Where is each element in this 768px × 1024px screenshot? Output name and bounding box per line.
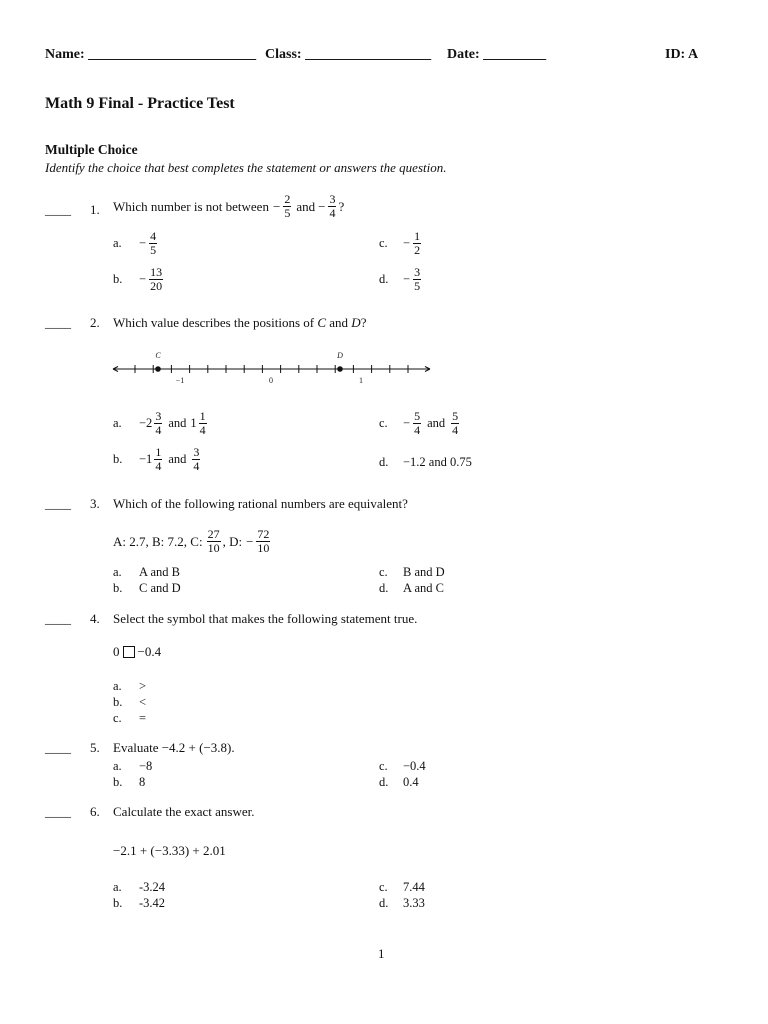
choice-b[interactable] [113, 896, 165, 911]
question-text: Calculate the exact answer. [113, 804, 255, 819]
question-text-main: Which number is not between [113, 198, 269, 214]
date-field [447, 47, 546, 63]
question-text-post: ? [360, 315, 367, 330]
section-instructions: Identify the choice that best completes the statement or answers the question. [45, 160, 447, 175]
page-title: Math 9 Final - Practice Test [45, 95, 235, 112]
question-number: 2. [90, 315, 100, 330]
tick-label: 1 [359, 376, 363, 385]
expression-right: −0.4 [137, 644, 162, 659]
choice-text: −1.2 and 0.75 [403, 455, 472, 469]
choice-text: C and D [139, 581, 181, 595]
choice-letter: a. [113, 880, 122, 894]
choice-b[interactable] [113, 446, 202, 473]
question-number: 3. [90, 496, 100, 511]
denominator: 4 [414, 423, 421, 437]
answer-blank: ____ [45, 804, 71, 819]
date-blank: _________ [483, 47, 547, 62]
choice-letter: a. [113, 679, 122, 693]
numerator: 3 [193, 445, 200, 459]
calculation-expression: −2.1 + (−3.33) + 2.01 [113, 843, 226, 858]
question-text: Select the symbol that makes the following statement true. [113, 611, 418, 626]
numerator: 13 [150, 265, 163, 279]
fraction [413, 230, 421, 257]
name-blank: ________________________ [88, 47, 257, 62]
numerator: 2 [284, 192, 291, 206]
question-text-mid: and [326, 315, 352, 330]
choice-d[interactable] [379, 455, 472, 470]
choice-letter: c. [379, 236, 388, 250]
fraction [413, 266, 421, 293]
choice-letter: d. [379, 581, 389, 595]
choice-c[interactable] [379, 565, 445, 580]
question-text: Which of the following rational numbers are equivalent? [113, 496, 408, 511]
choice-letter: a. [113, 565, 122, 579]
comparison-expression [113, 644, 161, 660]
empty-box-icon [123, 646, 135, 658]
fraction [154, 446, 162, 473]
test-id: ID: A [665, 47, 699, 62]
class-field [265, 47, 431, 63]
choice-text: 0.4 [403, 775, 419, 789]
expression-left: 0 [113, 644, 120, 659]
choice-letter: c. [379, 416, 388, 430]
choice-letter: c. [113, 711, 122, 725]
fraction [256, 528, 270, 555]
choice-letter: d. [379, 272, 389, 286]
point-c-label: C [155, 351, 161, 360]
answer-blank: ____ [45, 315, 71, 330]
choice-letter: b. [113, 272, 123, 286]
choice-d[interactable] [379, 266, 423, 293]
choice-a[interactable] [113, 679, 146, 694]
choice-text: B and D [403, 565, 445, 579]
tick-label: 0 [269, 376, 273, 385]
choice-letter: b. [113, 581, 123, 595]
choice-c[interactable] [379, 880, 425, 895]
denominator: 20 [150, 279, 163, 293]
choice-text: < [139, 695, 147, 709]
choice-text: −0.4 [403, 759, 426, 773]
point-d-dot [337, 366, 343, 372]
question-number: 6. [90, 804, 100, 819]
choice-c[interactable] [379, 230, 423, 257]
expression-part: A: 2.7, B: 7.2, C: [113, 533, 203, 549]
denominator: 5 [150, 243, 157, 257]
date-label: Date: [447, 47, 480, 62]
numerator: 72 [257, 527, 270, 541]
choice-b[interactable] [113, 775, 145, 790]
choice-text: = [139, 711, 147, 725]
question-mark: ? [338, 198, 345, 214]
class-label: Class: [265, 47, 302, 62]
choice-a[interactable] [113, 230, 159, 257]
denominator: 2 [414, 243, 421, 257]
question-number: 5. [90, 740, 100, 755]
section-title: Multiple Choice [45, 142, 138, 157]
choice-letter: b. [113, 695, 123, 709]
minus-sign: − [246, 533, 254, 549]
and-word: and [168, 452, 187, 466]
name-label: Name: [45, 47, 85, 62]
numerator: 4 [150, 229, 157, 243]
denominator: 10 [207, 541, 220, 555]
fraction [451, 410, 459, 437]
choice-d[interactable] [379, 775, 419, 790]
denominator: 4 [329, 206, 336, 220]
denominator: 5 [414, 279, 421, 293]
denominator: 4 [193, 459, 200, 473]
choice-text: −8 [139, 759, 153, 773]
point-c-label: C [317, 315, 327, 330]
choice-text: -3.42 [139, 896, 166, 910]
answer-blank: ____ [45, 202, 71, 217]
minus-sign: − [403, 272, 411, 286]
choice-c[interactable] [379, 759, 426, 774]
point-d-label: D [337, 351, 343, 360]
choice-letter: d. [379, 455, 389, 469]
choice-text: 8 [139, 775, 146, 789]
choice-letter: c. [379, 759, 388, 773]
whole-number: −2 [139, 416, 153, 430]
fraction [413, 410, 421, 437]
denominator: 4 [155, 423, 162, 437]
question-number: 1. [90, 202, 100, 217]
numerator: 1 [414, 229, 421, 243]
choice-text: 3.33 [403, 896, 425, 910]
fraction [328, 193, 336, 220]
name-field [45, 47, 256, 63]
answer-blank: ____ [45, 496, 71, 511]
point-c-dot [155, 366, 161, 372]
minus-sign: − [403, 416, 411, 430]
choice-letter: c. [379, 880, 388, 894]
fraction [283, 193, 291, 220]
and-word: and [296, 198, 316, 214]
minus-sign: − [139, 236, 147, 250]
choice-letter: b. [113, 452, 123, 466]
answer-blank: ____ [45, 611, 71, 626]
choice-letter: c. [379, 565, 388, 579]
choice-letter: a. [113, 416, 122, 430]
numerator: 27 [207, 527, 220, 541]
choice-letter: a. [113, 759, 122, 773]
fraction [207, 528, 221, 555]
choice-b[interactable] [113, 695, 146, 710]
choice-letter: d. [379, 896, 389, 910]
choice-letter: d. [379, 775, 389, 789]
choice-letter: b. [113, 775, 123, 789]
denominator: 10 [257, 541, 270, 555]
denominator: 4 [452, 423, 459, 437]
choice-letter: a. [113, 236, 122, 250]
whole-number: −1 [139, 452, 153, 466]
numerator: 3 [155, 409, 162, 423]
choice-text: A and B [139, 565, 180, 579]
choice-b[interactable] [113, 581, 181, 596]
answer-blank: ____ [45, 740, 71, 755]
point-d-label: D [351, 315, 361, 330]
fraction [154, 410, 162, 437]
question-text [113, 315, 366, 331]
class-blank: __________________ [305, 47, 432, 62]
minus-sign: − [139, 272, 147, 286]
fraction [149, 230, 157, 257]
choice-a[interactable] [113, 759, 152, 774]
whole-number: 1 [190, 416, 197, 430]
denominator: 5 [284, 206, 291, 220]
choice-a[interactable] [113, 410, 209, 437]
choice-c[interactable] [379, 410, 461, 437]
minus-sign: − [272, 198, 281, 214]
expression-part: , D: [222, 533, 243, 549]
choice-text: A and C [403, 581, 444, 595]
equivalence-expression [113, 528, 272, 555]
question-text-pre: Which value describes the positions of [113, 315, 318, 330]
page-number: 1 [378, 946, 385, 961]
fraction [192, 446, 200, 473]
number-line [110, 348, 435, 390]
numerator: 1 [155, 445, 162, 459]
numerator: 3 [414, 265, 421, 279]
and-word: and [168, 416, 187, 430]
minus-sign: − [403, 236, 411, 250]
minus-sign: − [318, 198, 326, 214]
fraction [149, 266, 163, 293]
numerator: 1 [199, 409, 206, 423]
question-number: 4. [90, 611, 100, 626]
choice-d[interactable] [379, 581, 444, 596]
numerator: 5 [414, 409, 421, 423]
choice-a[interactable] [113, 880, 165, 895]
choice-c[interactable] [113, 711, 146, 726]
choice-b[interactable] [113, 266, 165, 293]
tick-label: −1 [175, 376, 185, 385]
choice-letter: b. [113, 896, 123, 910]
choice-text: > [139, 679, 147, 693]
denominator: 4 [199, 423, 206, 437]
denominator: 4 [155, 459, 162, 473]
choice-text: 7.44 [403, 880, 425, 894]
question-text [113, 193, 344, 220]
question-text: Evaluate −4.2 + (−3.8). [113, 740, 235, 755]
numerator: 5 [452, 409, 459, 423]
fraction [199, 410, 207, 437]
choice-a[interactable] [113, 565, 180, 580]
choice-text: -3.24 [139, 880, 166, 894]
choice-d[interactable] [379, 896, 425, 911]
numerator: 3 [329, 192, 336, 206]
and-word: and [427, 416, 446, 430]
